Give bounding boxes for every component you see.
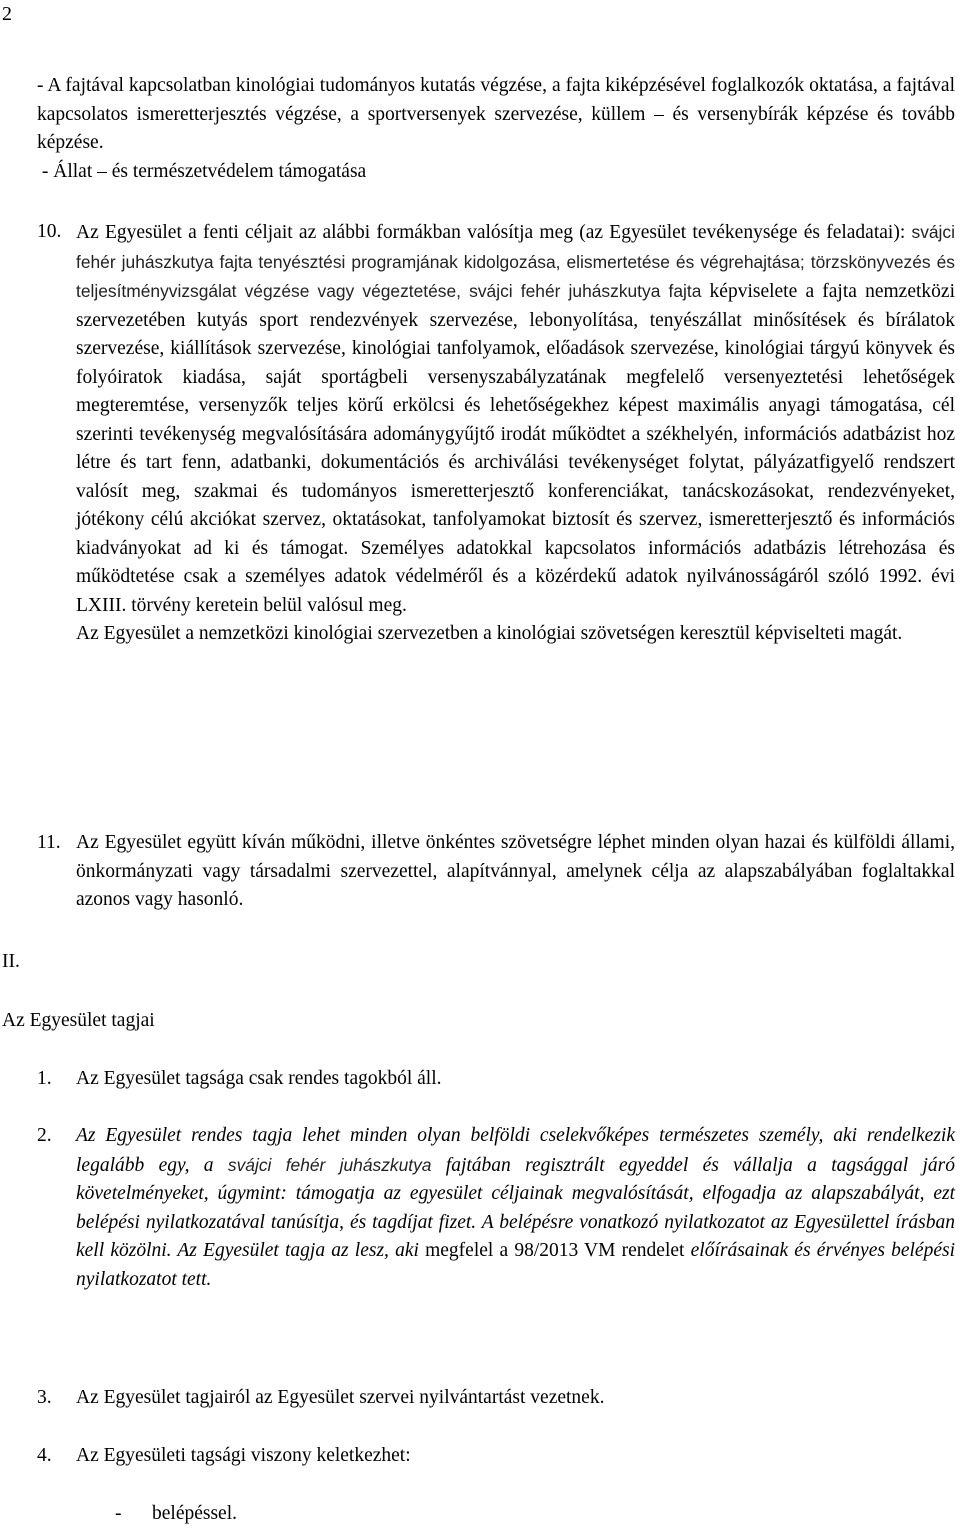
dash-list-item — [115, 1500, 237, 1529]
member-item-2-part-1: Az Egyesület rendes tagja lehet minden olyan belföldi cselekvőképes természetes személy, aki rendelkezik legalább egy, a — [76, 1125, 955, 1176]
member-item-4-text: Az Egyesületi tagsági viszony keletkezhet: — [76, 1445, 411, 1466]
dash-item-text: belépéssel. — [152, 1503, 238, 1524]
item-10-representation: Az Egyesület a nemzetközi kinológiai szervezetben a kinológiai szövetségen keresztül képviselteti magát. — [76, 623, 903, 644]
member-item-1-number: 1. — [37, 1068, 52, 1089]
member-item-2-part-5: előírásainak és érvényes belépési nyilatkozatot tett. — [76, 1240, 955, 1290]
member-item-2-number: 2. — [37, 1125, 52, 1146]
item-10-part-3: svájci fehér juhászkutya fajta — [469, 281, 710, 301]
section-heading: Az Egyesület tagjai — [2, 1010, 155, 1031]
item-10-part-4: képviselete a fajta nemzetközi szervezetében kutyás sport rendezvények szervezése, lebonyolítása, tenyészállat minősítések és bírálatok szervezése, kiállítások szervezése, kinológiai tanfolyamok, előadások szervezése, kinológiai tárgyú könyvek és folyóiratok kiadása, saját sportágbeli versenyszabályzatának megfelelő versenyeztetési lehetőségek megteremtése, versenyzők teljes körű erkölcsi és lehetőségekhez képest maximális anyagi támogatása, cél szerinti tevékenység megvalósítására adománygyűjtő irodát működtet a székhelyén, információs adatbázist hoz létre és tart fenn, adatbanki, dokumentációs és archiválási tevékenységet folytat, pályázatfigyelő rendszert valósít meg, szakmai és tudományos ismeretterjesztő konferenciákat, tanácskozásokat, rendezvényeket, jótékony célú akciókat szervez, oktatásokat, tanfolyamokat biztosít és szervez, ismeretterjesztő és információs kiadványokat ad ki és támogat. Személyes adatokkal kapcsolatos információs adatbázis létrehozása és működtetése csak a személyes adatok védelméről és a közérdekű adatok nyilvánosságáról szóló 1992. évi LXIII. törvény keretein belül valósul meg. — [76, 281, 955, 616]
member-item-4 — [37, 1442, 955, 1471]
item-11-text: Az Egyesület együtt kíván működni, illetve önkéntes szövetségre léphet minden olyan hazai és külföldi állami, önkormányzati vagy társadalmi szervezettel, alapítvánnyal, amelynek célja az alapszabályában foglaltakkal azonos vagy hasonló. — [76, 832, 955, 910]
item-10 — [37, 218, 955, 649]
page-number: 2 — [2, 3, 12, 25]
item-11 — [37, 829, 955, 915]
member-item-3-number: 3. — [37, 1387, 52, 1408]
dash-bullet: - — [115, 1503, 122, 1524]
member-item-1 — [37, 1065, 955, 1094]
item-10-part-2: svájci fehér juhászkutya fajta tenyésztési programjának kidolgozása, elismertetése és végrehajtása; törzskönyvezés és teljesítményvizsgálat végzése vagy végeztetése, — [76, 222, 955, 301]
intro-paragraph — [37, 72, 955, 186]
item-11-number: 11. — [37, 832, 61, 853]
intro-research-line: - A fajtával kapcsolatban kinológiai tudományos kutatás végzése, a fajta kiképzésével foglalkozók oktatása, a fajtával kapcsolatos ismeretterjesztés végzése, a sportversenyek szervezése, küllem – és versenybírák képzése és tovább képzése. — [37, 75, 955, 153]
member-item-3-text: Az Egyesület tagjairól az Egyesület szervei nyilvántartást vezetnek. — [76, 1387, 605, 1408]
item-10-part-1: Az Egyesület a fenti céljait az alábbi formákban valósítja meg (az Egyesület tevékenysége és feladatai): — [76, 222, 912, 243]
member-item-2-part-3: fajtában regisztrált egyeddel és vállalja a tagsággal járó követelményeket, úgymint: támogatja az egyesület céljainak megvalósítását, elfogadja az alapszabályát, ezt belépési nyilatkozatával tanúsítja, és tagdíjat fizet. A belépésre vonatkozó nyilatkozatot az Egyesülettel írásban kell közölni. Az Egyesület tagja az lesz, aki — [76, 1154, 955, 1261]
section-roman-numeral: II. — [2, 951, 20, 972]
member-item-3 — [37, 1384, 955, 1413]
intro-protection-line: - Állat – és természetvédelem támogatása — [37, 160, 367, 182]
member-item-2-part-4: megfelel a 98/2013 VM rendelet — [425, 1240, 691, 1261]
member-item-4-number: 4. — [37, 1445, 52, 1466]
member-item-1-text: Az Egyesület tagsága csak rendes tagokból áll. — [76, 1068, 442, 1089]
item-10-number: 10. — [37, 221, 62, 242]
item-10-text — [76, 218, 955, 620]
member-item-2-text — [76, 1122, 955, 1294]
member-item-2-part-2: svájci fehér juhászkutya — [227, 1154, 446, 1175]
member-item-2 — [37, 1122, 955, 1294]
